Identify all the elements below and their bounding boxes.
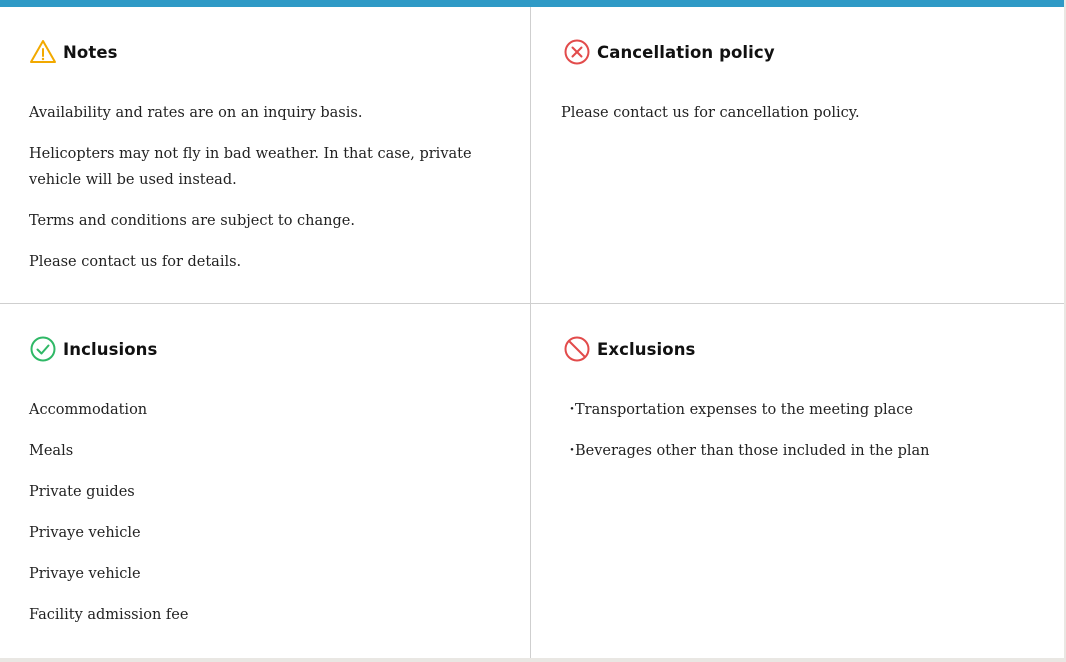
notes-paragraph: Please contact us for details. xyxy=(29,254,242,270)
exclusion-item xyxy=(561,438,1031,464)
exclusion-item-text: Transportation expenses to the meeting place xyxy=(575,402,914,418)
inclusions-title: Inclusions xyxy=(63,339,158,359)
inclusions-list xyxy=(29,397,499,643)
exclusion-item xyxy=(561,397,1031,423)
notes-header xyxy=(29,38,118,66)
inclusions-panel xyxy=(0,304,531,658)
cancellation-title: Cancellation policy xyxy=(597,42,775,62)
cancel-circle-icon xyxy=(563,38,591,66)
inclusion-item: Meals xyxy=(29,443,74,459)
bullet-mark: ・ xyxy=(565,443,579,459)
inclusion-item: Privaye vehicle xyxy=(29,566,141,582)
notes-panel xyxy=(0,7,531,304)
notes-body xyxy=(29,100,499,290)
inclusion-item: Privaye vehicle xyxy=(29,525,141,541)
warning-icon xyxy=(29,38,57,66)
notes-title: Notes xyxy=(63,42,118,62)
cancellation-header xyxy=(563,38,775,66)
inclusion-item: Facility admission fee xyxy=(29,607,189,623)
notes-paragraph: Terms and conditions are subject to change. xyxy=(29,213,355,229)
inclusions-header xyxy=(29,335,157,363)
bullet-mark: ・ xyxy=(565,402,579,418)
exclusions-list xyxy=(561,397,1031,479)
cancellation-body xyxy=(561,100,1031,141)
notes-paragraph: Availability and rates are on an inquiry basis. xyxy=(29,105,363,121)
exclusions-panel xyxy=(531,304,1064,658)
cancellation-panel xyxy=(531,7,1064,304)
exclusions-header xyxy=(563,335,695,363)
info-grid xyxy=(0,7,1064,658)
inclusion-item: Private guides xyxy=(29,484,135,500)
exclusion-item-text: Beverages other than those included in the plan xyxy=(575,443,930,459)
cancellation-paragraph: Please contact us for cancellation policy. xyxy=(561,105,860,121)
notes-paragraph: Helicopters may not fly in bad weather. In that case, private vehicle will be used instead. xyxy=(29,146,472,188)
exclusions-title: Exclusions xyxy=(597,339,696,359)
prohibited-icon xyxy=(563,335,591,363)
check-circle-icon xyxy=(29,335,57,363)
inclusion-item: Accommodation xyxy=(29,402,148,418)
